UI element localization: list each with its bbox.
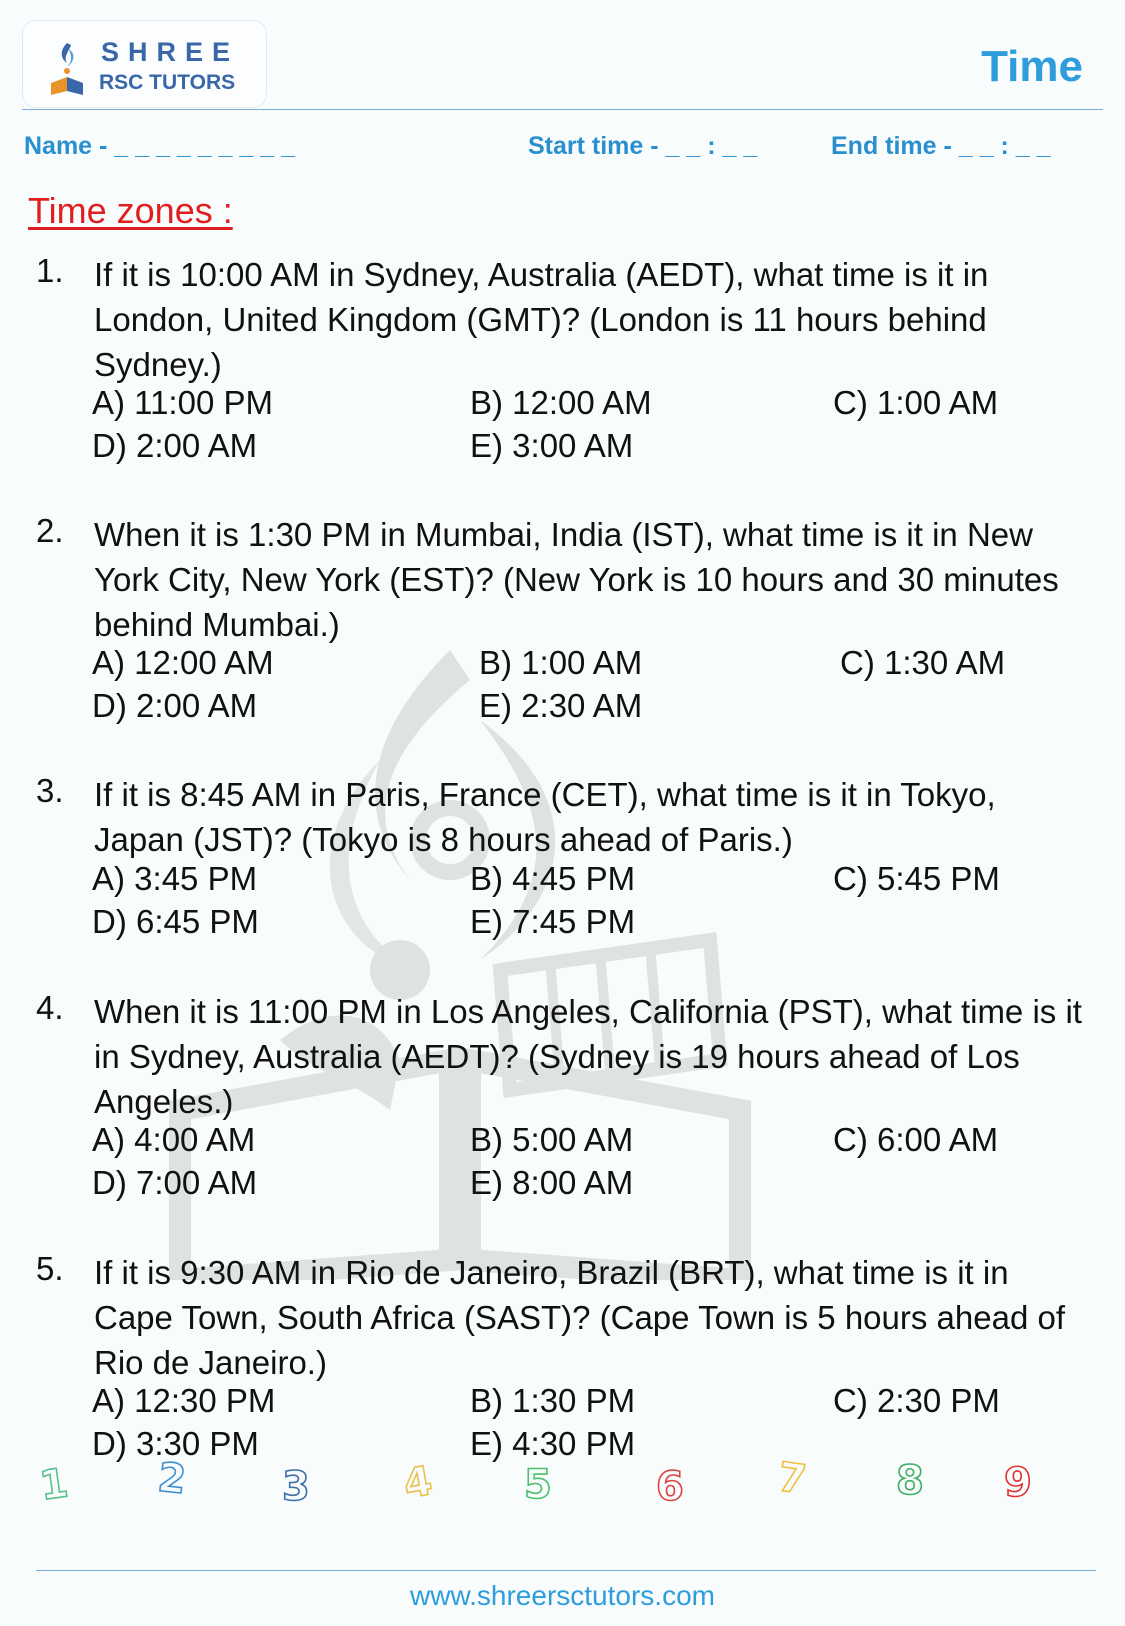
option-a[interactable]: A) 4:00 AM (92, 1121, 256, 1158)
option-a[interactable]: A) 3:45 PM (92, 860, 258, 897)
decor-digit-4: 4 (400, 1457, 436, 1509)
logo-text-tutors: RSC TUTORS (99, 71, 236, 94)
section-title: Time zones : (28, 190, 233, 231)
option-b[interactable]: B) 1:00 AM (479, 644, 643, 681)
option-d[interactable]: D) 6:45 PM (92, 903, 259, 940)
decor-digit-2: 2 (155, 1454, 189, 1504)
option-d[interactable]: D) 3:30 PM (92, 1425, 259, 1462)
question-number: 1. (36, 252, 64, 289)
option-b[interactable]: B) 1:30 PM (470, 1382, 636, 1419)
name-field[interactable]: Name - _ _ _ _ _ _ _ _ _ (24, 132, 296, 160)
option-e[interactable]: E) 4:30 PM (470, 1425, 636, 1462)
question-text: When it is 1:30 PM in Mumbai, India (IST), what time is it in New York City, New York (EST)? (New York is 10 hours and 30 minutes behind Mumbai.) (94, 516, 1059, 643)
question-text: When it is 11:00 PM in Los Angeles, California (PST), what time is it in Sydney, Australia (AEDT)? (Sydney is 19 hours ahead of Los Angeles.) (94, 993, 1082, 1120)
logo-flame-book-icon (47, 39, 91, 95)
decor-digit-8: 8 (896, 1458, 924, 1504)
footer-website-link[interactable]: www.shreersctutors.com (410, 1580, 715, 1611)
option-e[interactable]: E) 3:00 AM (470, 427, 634, 464)
option-b[interactable]: B) 12:00 AM (470, 384, 652, 421)
option-e[interactable]: E) 2:30 AM (479, 687, 643, 724)
option-e[interactable]: E) 8:00 AM (470, 1164, 634, 1201)
option-d[interactable]: D) 2:00 AM (92, 427, 258, 464)
end-time-field[interactable]: End time - _ _ : _ _ (831, 132, 1051, 160)
option-a[interactable]: A) 12:00 AM (92, 644, 274, 681)
option-e[interactable]: E) 7:45 PM (470, 903, 636, 940)
question-text: If it is 10:00 AM in Sydney, Australia (AEDT), what time is it in London, United Kingdom (GMT)? (London is 11 hours behind Sydney.) (94, 256, 989, 383)
option-a[interactable]: A) 12:30 PM (92, 1382, 276, 1419)
decor-digit-6: 6 (656, 1464, 684, 1510)
option-b[interactable]: B) 4:45 PM (470, 860, 636, 897)
start-time-field[interactable]: Start time - _ _ : _ _ (528, 132, 758, 160)
decor-digit-9: 9 (1004, 1460, 1032, 1506)
option-d[interactable]: D) 7:00 AM (92, 1164, 258, 1201)
question-number: 2. (36, 512, 64, 549)
decor-digit-5: 5 (524, 1462, 552, 1508)
question-text: If it is 9:30 AM in Rio de Janeiro, Brazil (BRT), what time is it in Cape Town, South Africa (SAST)? (Cape Town is 5 hours ahead of Rio de Janeiro.) (94, 1254, 1065, 1381)
decor-digit-1: 1 (36, 1460, 71, 1510)
decor-digit-7: 7 (774, 1454, 809, 1504)
logo (22, 20, 267, 108)
question-number: 5. (36, 1250, 64, 1287)
question-number: 3. (36, 772, 64, 809)
footer-divider (36, 1570, 1096, 1571)
option-c[interactable]: C) 5:45 PM (833, 860, 1000, 897)
option-b[interactable]: B) 5:00 AM (470, 1121, 634, 1158)
option-c[interactable]: C) 2:30 PM (833, 1382, 1000, 1419)
option-c[interactable]: C) 1:00 AM (833, 384, 999, 421)
option-c[interactable]: C) 6:00 AM (833, 1121, 999, 1158)
question-number: 4. (36, 989, 64, 1026)
decorative-digits (0, 1454, 1125, 1530)
page-title: Time (981, 42, 1083, 91)
option-a[interactable]: A) 11:00 PM (92, 384, 273, 421)
header-divider (22, 109, 1103, 110)
option-c[interactable]: C) 1:30 AM (840, 644, 1006, 681)
question-text: If it is 8:45 AM in Paris, France (CET), what time is it in Tokyo, Japan (JST)? (Tokyo is 8 hours ahead of Paris.) (94, 776, 996, 858)
decor-digit-3: 3 (282, 1464, 310, 1510)
option-d[interactable]: D) 2:00 AM (92, 687, 258, 724)
logo-text-shree: SHREE (101, 37, 240, 67)
